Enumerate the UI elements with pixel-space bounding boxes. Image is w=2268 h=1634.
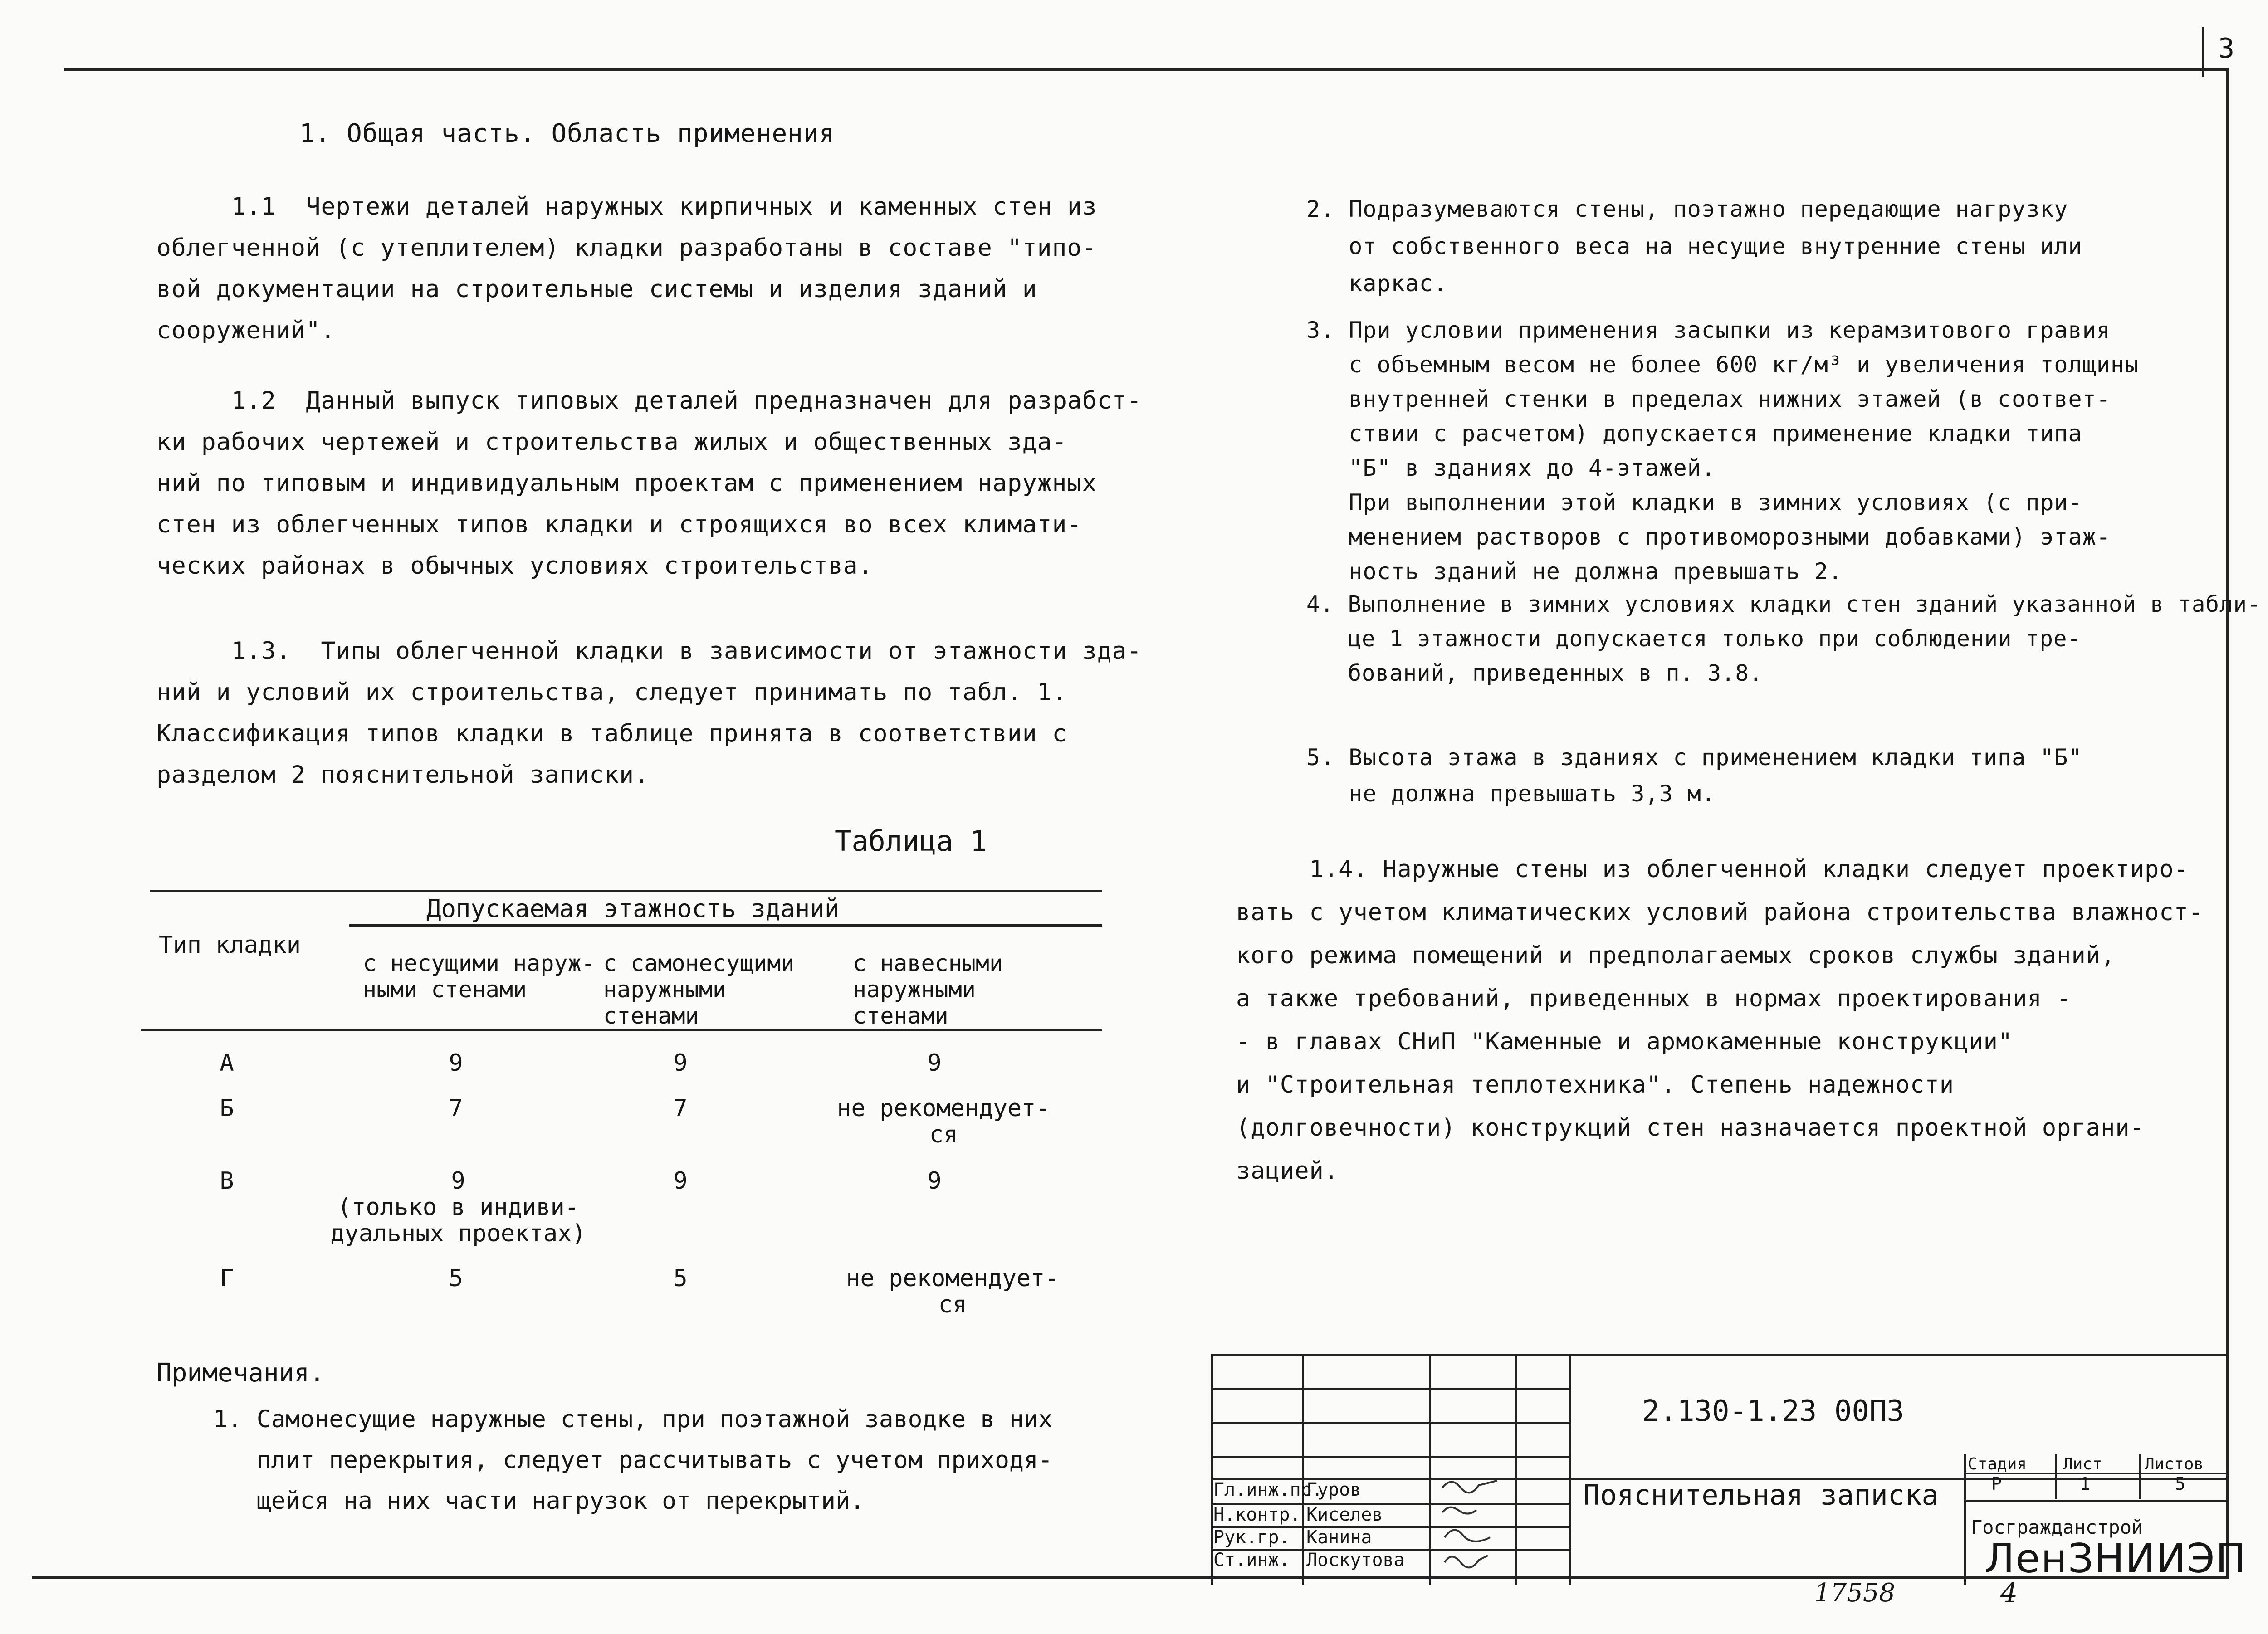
table-cell-type: Б <box>220 1095 234 1122</box>
sheets-value: 5 <box>2175 1474 2185 1494</box>
stage-value: Р <box>1991 1474 2002 1494</box>
table-cell: 7 <box>449 1095 463 1122</box>
section-heading: 1. Общая часть. Область применения <box>299 119 835 148</box>
table-cell: 5 <box>449 1265 463 1292</box>
stamp-role: Ст.инж. <box>1213 1550 1290 1571</box>
page-number-divider <box>2202 27 2204 77</box>
table-subheader-selfbearing: с самонесущими наружными стенами <box>603 950 795 1029</box>
table-group-rule <box>349 924 1102 927</box>
table-cell: 9 <box>927 1167 942 1195</box>
paragraph-1-1: 1.1 Чертежи деталей наружных кирпичных и каменных стен из облегченной (с утеплителем) кладки разработаны в составе "типо- вой документации на строительные системы и изделия зданий и сооружений". <box>156 193 1097 344</box>
document-title: Пояснительная записка <box>1583 1478 1939 1512</box>
note-5: 5. Высота этажа в зданиях с применением кладки типа "Б" не должна превышать 3,3 м. <box>1306 744 2082 807</box>
note-3: 3. При условии применения засыпки из керамзитового гравия с объемным весом не более 600 кг/м³ и увеличения толщины внутренней стенки в пределах нижних этажей (в соответ- ствии с расчетом) допускается применение кладки типа "Б" в зданиях до 4-этажей. При выполнении этой кладки в зимних условиях (с при- менением растворов с противоморозными добавками) этаж- ность зданий не должна превышать 2. <box>1306 317 2139 585</box>
sheets-label: Листов <box>2145 1455 2204 1473</box>
stamp-name: Лоскутова <box>1306 1550 1405 1571</box>
stamp-role: Гл.инж.пр. <box>1213 1479 1323 1500</box>
table-cell: 9 <box>927 1049 942 1077</box>
table-cell: 9 (только в индиви- дуальных проектах) <box>330 1167 586 1247</box>
paragraph-1-2: 1.2 Данный выпуск типовых деталей предназначен для разрабст- ки рабочих чертежей и строительства жилых и общественных зда- ний по типовым и индивидуальным проектам с применением наружных стен из облегченных типов кладки и строящихся во всех климати- ческих районах в обычных условиях строительства. <box>156 387 1142 580</box>
organization-line-1: Госгражданстрой <box>1971 1516 2143 1538</box>
table-subheader-curtain: с навесными наружными стенами <box>853 950 1003 1029</box>
sheet-label: Лист <box>2063 1455 2102 1473</box>
sheet-handwritten-number: 4 <box>2000 1577 2018 1609</box>
table-header-group: Допускаемая этажность зданий <box>426 894 840 923</box>
table-cell: 7 <box>673 1095 688 1122</box>
table-header-type: Тип кладки <box>159 932 301 959</box>
page-frame-top <box>64 68 2227 71</box>
table-cell: не рекомендует- ся <box>837 1095 1050 1148</box>
stamp-name: Канина <box>1306 1527 1372 1548</box>
page-frame-right <box>2226 68 2229 1578</box>
note-1: 1. Самонесущие наружные стены, при поэтажной заводке в них плит перекрытия, следует рассчитывать с учетом приходя- щейся на них части нагрузок от перекрытий. <box>213 1405 1053 1515</box>
table-cell: не рекомендует- ся <box>846 1265 1059 1318</box>
organization-line-2: ЛенЗНИИЭП <box>1984 1535 2247 1582</box>
table-top-rule <box>150 890 1102 892</box>
table-cell: 9 <box>673 1049 688 1077</box>
note-2: 2. Подразумеваются стены, поэтажно передающие нагрузку от собственного веса на несущие внутренние стены или каркас. <box>1306 196 2082 297</box>
stamp-name: Гуров <box>1306 1479 1361 1500</box>
table-cell-type: Г <box>220 1265 234 1292</box>
note-4: 4. Выполнение в зимних условиях кладки стен зданий указанной в табли- це 1 этажности допускается только при соблюдении тре- бований, приведенных в п. 3.8. <box>1306 591 2261 686</box>
table-title: Таблица 1 <box>835 824 987 858</box>
notes-title: Примечания. <box>156 1358 325 1388</box>
document-code: 2.130-1.23 00ПЗ <box>1642 1395 1904 1428</box>
stamp-role: Рук.гр. <box>1213 1527 1290 1548</box>
page-number: 3 <box>2218 33 2235 64</box>
table-cell: 9 <box>449 1049 463 1077</box>
stamp-name: Киселев <box>1306 1504 1383 1525</box>
signatures <box>1433 1474 1520 1583</box>
table-cell: 9 <box>673 1167 688 1195</box>
table-cell: 5 <box>673 1265 688 1292</box>
table-subheader-bearing: с несущими наруж- ными стенами <box>363 950 595 1003</box>
archive-number: 17558 <box>1814 1578 1896 1608</box>
paragraph-1-4: 1.4. Наружные стены из облегченной кладки следует проектиро- вать с учетом климатических условий района строительства влажност- кого режима помещений и предполагаемых сроков службы зданий, а также требований, приведенных в нормах проектирования - - в главах СНиП "Каменные и армокаменные конструкции" и "Строительная теплотехника". Степень надежности (долговечности) конструкций стен назначается проектной органи- зацией. <box>1236 856 2204 1185</box>
table-cell-type: В <box>220 1167 234 1195</box>
paragraph-1-3: 1.3. Типы облегченной кладки в зависимости от этажности зда- ний и условий их строительства, следует принимать по табл. 1. Классификация типов кладки в таблице принята в соответствии с разделом 2 пояснительной записки. <box>156 637 1142 789</box>
table-cell-type: А <box>220 1049 234 1077</box>
stamp-role: Н.контр. <box>1213 1504 1301 1525</box>
stage-label: Стадия <box>1968 1455 2027 1473</box>
sheet-value: 1 <box>2080 1474 2090 1494</box>
